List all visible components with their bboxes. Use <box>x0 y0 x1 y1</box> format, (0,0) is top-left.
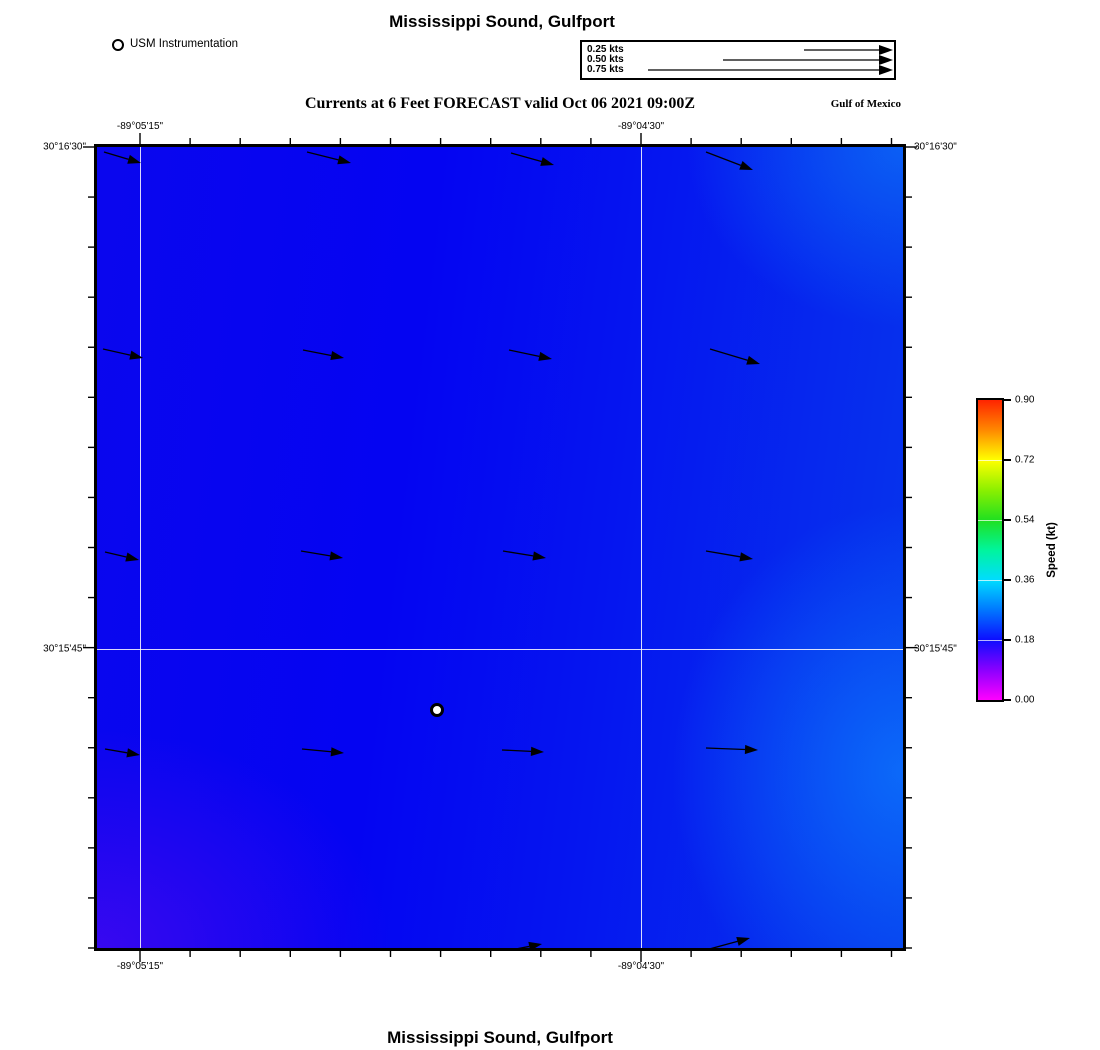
current-arrow-head <box>532 551 546 560</box>
current-arrow-shaft <box>307 152 338 160</box>
current-arrow-head <box>125 553 139 562</box>
vector-scale-legend <box>580 40 896 80</box>
current-map <box>94 144 906 951</box>
lat-label-left-2: 30°15'45" <box>43 643 86 655</box>
current-arrow-shaft <box>104 152 129 159</box>
colorbar-gridline <box>978 460 1002 461</box>
current-arrow-head <box>528 942 542 948</box>
current-arrow-shaft <box>495 946 529 948</box>
colorbar-tick <box>1004 459 1011 461</box>
colorbar-tick <box>1004 399 1011 401</box>
colorbar-gridline <box>978 520 1002 521</box>
scale-label-025: 0.25 kts <box>587 44 624 55</box>
current-arrow-shaft <box>702 941 737 948</box>
page-title: Mississippi Sound, Gulfport <box>389 12 615 31</box>
scale-label-050: 0.50 kts <box>587 54 624 65</box>
colorbar <box>976 398 1004 702</box>
current-arrow-head <box>127 155 141 164</box>
current-arrow-head <box>540 157 554 166</box>
current-arrow-head <box>129 351 143 360</box>
colorbar-tick-label: 0.54 <box>1015 514 1035 526</box>
colorbar-gridline <box>978 640 1002 641</box>
current-arrow-shaft <box>105 552 126 557</box>
current-arrow-head <box>126 748 140 757</box>
current-arrows-layer <box>97 147 903 948</box>
current-arrow-shaft <box>303 350 331 356</box>
current-arrow-shaft <box>509 350 539 356</box>
colorbar-gradient <box>978 400 1002 700</box>
lat-label-right-1: 30°16'30" <box>914 141 957 153</box>
lat-label-right-2: 30°15'45" <box>914 643 957 655</box>
lon-label-bottom-2: -89°04'30" <box>617 961 665 972</box>
current-arrow-shaft <box>710 349 748 360</box>
colorbar-tick-label: 0.90 <box>1015 394 1035 406</box>
lon-label-top-2: -89°04'30" <box>617 121 665 132</box>
colorbar-tick-label: 0.72 <box>1015 454 1035 466</box>
current-arrow-shaft <box>706 152 741 165</box>
colorbar-title: Speed (kt) <box>1046 522 1058 578</box>
footer-title: Mississippi Sound, Gulfport <box>387 1028 613 1047</box>
current-arrow-head <box>337 155 351 164</box>
current-arrow-head <box>739 161 753 170</box>
lon-label-bottom-1: -89°05'15" <box>116 961 164 972</box>
current-arrow-head <box>745 745 758 754</box>
current-arrow-head <box>746 356 760 365</box>
scale-label-075: 0.75 kts <box>587 64 624 75</box>
station-legend-marker-icon <box>112 39 124 51</box>
current-arrow-head <box>538 352 552 361</box>
current-arrow-shaft <box>706 551 740 557</box>
colorbar-tick-label: 0.36 <box>1015 574 1035 586</box>
current-arrow-head <box>330 351 344 360</box>
current-arrow-shaft <box>706 748 745 750</box>
current-arrow-head <box>329 551 343 560</box>
colorbar-tick <box>1004 639 1011 641</box>
region-label: Gulf of Mexico <box>830 98 901 110</box>
station-marker-icon <box>430 703 444 717</box>
colorbar-tick <box>1004 699 1011 701</box>
lat-label-left-1: 30°16'30" <box>43 141 86 153</box>
current-arrow-head <box>879 55 893 65</box>
colorbar-tick-label: 0.18 <box>1015 634 1035 646</box>
current-arrow-shaft <box>302 749 331 752</box>
colorbar-tick <box>1004 579 1011 581</box>
current-arrow-shaft <box>301 551 330 556</box>
current-arrow-head <box>739 552 753 561</box>
current-arrow-shaft <box>503 551 533 556</box>
colorbar-gridline <box>978 580 1002 581</box>
current-arrow-head <box>879 65 893 75</box>
current-arrow-shaft <box>502 750 531 751</box>
colorbar-tick <box>1004 519 1011 521</box>
current-arrow-shaft <box>103 349 130 355</box>
station-legend-label: USM Instrumentation <box>130 38 239 50</box>
current-arrow-head <box>331 747 344 756</box>
lon-label-top-1: -89°05'15" <box>116 121 164 132</box>
current-arrow-head <box>879 45 893 55</box>
current-arrow-head <box>736 937 750 946</box>
scale-arrows <box>582 42 894 78</box>
forecast-subtitle: Currents at 6 Feet FORECAST valid Oct 06 2021 09:00Z <box>304 95 696 112</box>
current-arrow-shaft <box>105 749 127 753</box>
colorbar-tick-label: 0.00 <box>1015 694 1035 706</box>
current-arrow-head <box>531 747 544 756</box>
current-arrow-shaft <box>511 153 541 162</box>
